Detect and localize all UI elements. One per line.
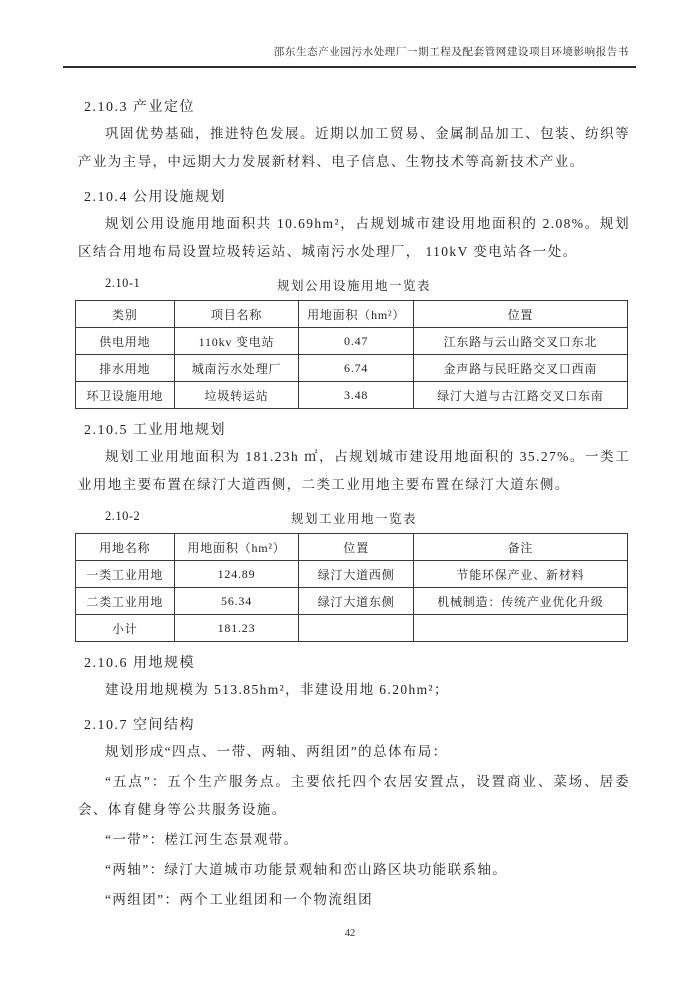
table-cell: 环卫设施用地 (76, 382, 175, 409)
industrial-land-table (75, 533, 628, 642)
table-cell: 机械制造：传统产业优化升级 (413, 588, 627, 615)
table-cell: 181.23 (174, 615, 299, 642)
paragraph-public-facilities: 规划公用设施用地面积共 10.69hm²，占规划城市建设用地面积的 2.08%。规划区结合用地布局设置垃圾转运站、城南污水处理厂， 110kV 变电站各一处。 (78, 216, 630, 259)
header-divider (63, 66, 636, 68)
table-cell: 节能环保产业、新材料 (413, 561, 627, 588)
table-cell: 56.34 (174, 588, 299, 615)
table2-caption-number: 2.10-2 (105, 509, 141, 523)
table-cell (413, 615, 627, 642)
header-title: 邵东生态产业园污水处理厂一期工程及配套管网建设项目环境影响报告书 (273, 47, 629, 58)
paragraph-two-clusters: “两组团”：两个工业组团和一个物流组团 (105, 892, 374, 907)
table1-header-category: 类别 (76, 301, 175, 328)
table-cell: 二类工业用地 (76, 588, 175, 615)
table1-caption-number: 2.10-1 (105, 276, 141, 290)
table-cell: 0.47 (299, 328, 413, 355)
table-cell: 绿汀大道西侧 (299, 561, 413, 588)
paragraph-industry-positioning: 巩固优势基础，推进特色发展。近期以加工贸易、金属制品加工、包装、纺织等产业为主导，中远期大力发展新材料、电子信息、生物技术等高新技术产业。 (78, 126, 630, 169)
table1-header-location: 位置 (413, 301, 627, 328)
table2-header-area: 用地面积（hm²） (174, 534, 299, 561)
table-cell: 小计 (76, 615, 175, 642)
table-row (76, 615, 628, 642)
table-cell: 城南污水处理厂 (174, 355, 299, 382)
section-heading-2-10-6: 2.10.6 用地规模 (84, 656, 195, 671)
table-cell: 绿汀大道与古江路交叉口东南 (413, 382, 627, 409)
table2-caption-title: 规划工业用地一览表 (290, 512, 417, 526)
table1-header-project: 项目名称 (174, 301, 299, 328)
table-cell: 一类工业用地 (76, 561, 175, 588)
table-row (76, 588, 628, 615)
paragraph-spatial-structure-intro: 规划形成“四点、一带、两轴、两组团”的总体布局： (105, 744, 448, 759)
table-row (76, 328, 628, 355)
paragraph-one-belt: “一带”：槎江河生态景观带。 (105, 832, 299, 847)
section-heading-2-10-3: 2.10.3 产业定位 (84, 100, 195, 115)
table2-header-location: 位置 (299, 534, 413, 561)
table1-caption-title: 规划公用设施用地一览表 (276, 279, 431, 293)
paragraph-industrial-land: 规划工业用地面积为 181.23h ㎡，占规划城市建设用地面积的 35.27%。一类工业用地主要布置在绿汀大道西侧，二类工业用地主要布置在绿汀大道东侧。 (78, 449, 630, 492)
table2-caption (78, 509, 630, 531)
table-cell: 6.74 (299, 355, 413, 382)
paragraph-five-points: “五点”：五个生产服务点。主要依托四个农居安置点，设置商业、菜场、居委会、体育健身等公共服务设施。 (78, 774, 630, 817)
table1-caption (78, 276, 630, 298)
paragraph-land-scale: 建设用地规模为 513.85hm²，非建设用地 6.20hm²； (105, 682, 449, 697)
table-cell (299, 615, 413, 642)
table-cell: 供电用地 (76, 328, 175, 355)
table-row (76, 561, 628, 588)
table-header-row (76, 301, 628, 328)
table-cell: 3.48 (299, 382, 413, 409)
page-number: 42 (344, 928, 356, 939)
public-facilities-table (75, 300, 628, 409)
section-heading-2-10-5: 2.10.5 工业用地规划 (84, 423, 226, 438)
table-row (76, 355, 628, 382)
table-row (76, 382, 628, 409)
table-cell: 排水用地 (76, 355, 175, 382)
table2-header-remark: 备注 (413, 534, 627, 561)
table-cell: 绿汀大道东侧 (299, 588, 413, 615)
document-content (78, 86, 630, 916)
table-cell: 110kv 变电站 (174, 328, 299, 355)
section-heading-2-10-7: 2.10.7 空间结构 (84, 718, 195, 733)
table2-header-name: 用地名称 (76, 534, 175, 561)
section-heading-2-10-4: 2.10.4 公用设施规划 (84, 190, 226, 205)
table-cell: 124.89 (174, 561, 299, 588)
paragraph-two-axes: “两轴”：绿汀大道城市功能景观轴和峦山路区块功能联系轴。 (105, 862, 508, 877)
table-cell: 江东路与云山路交叉口东北 (413, 328, 627, 355)
table-header-row (76, 534, 628, 561)
table1-header-area: 用地面积（hm²） (299, 301, 413, 328)
table-cell: 垃圾转运站 (174, 382, 299, 409)
table-cell: 金声路与民旺路交叉口西南 (413, 355, 627, 382)
